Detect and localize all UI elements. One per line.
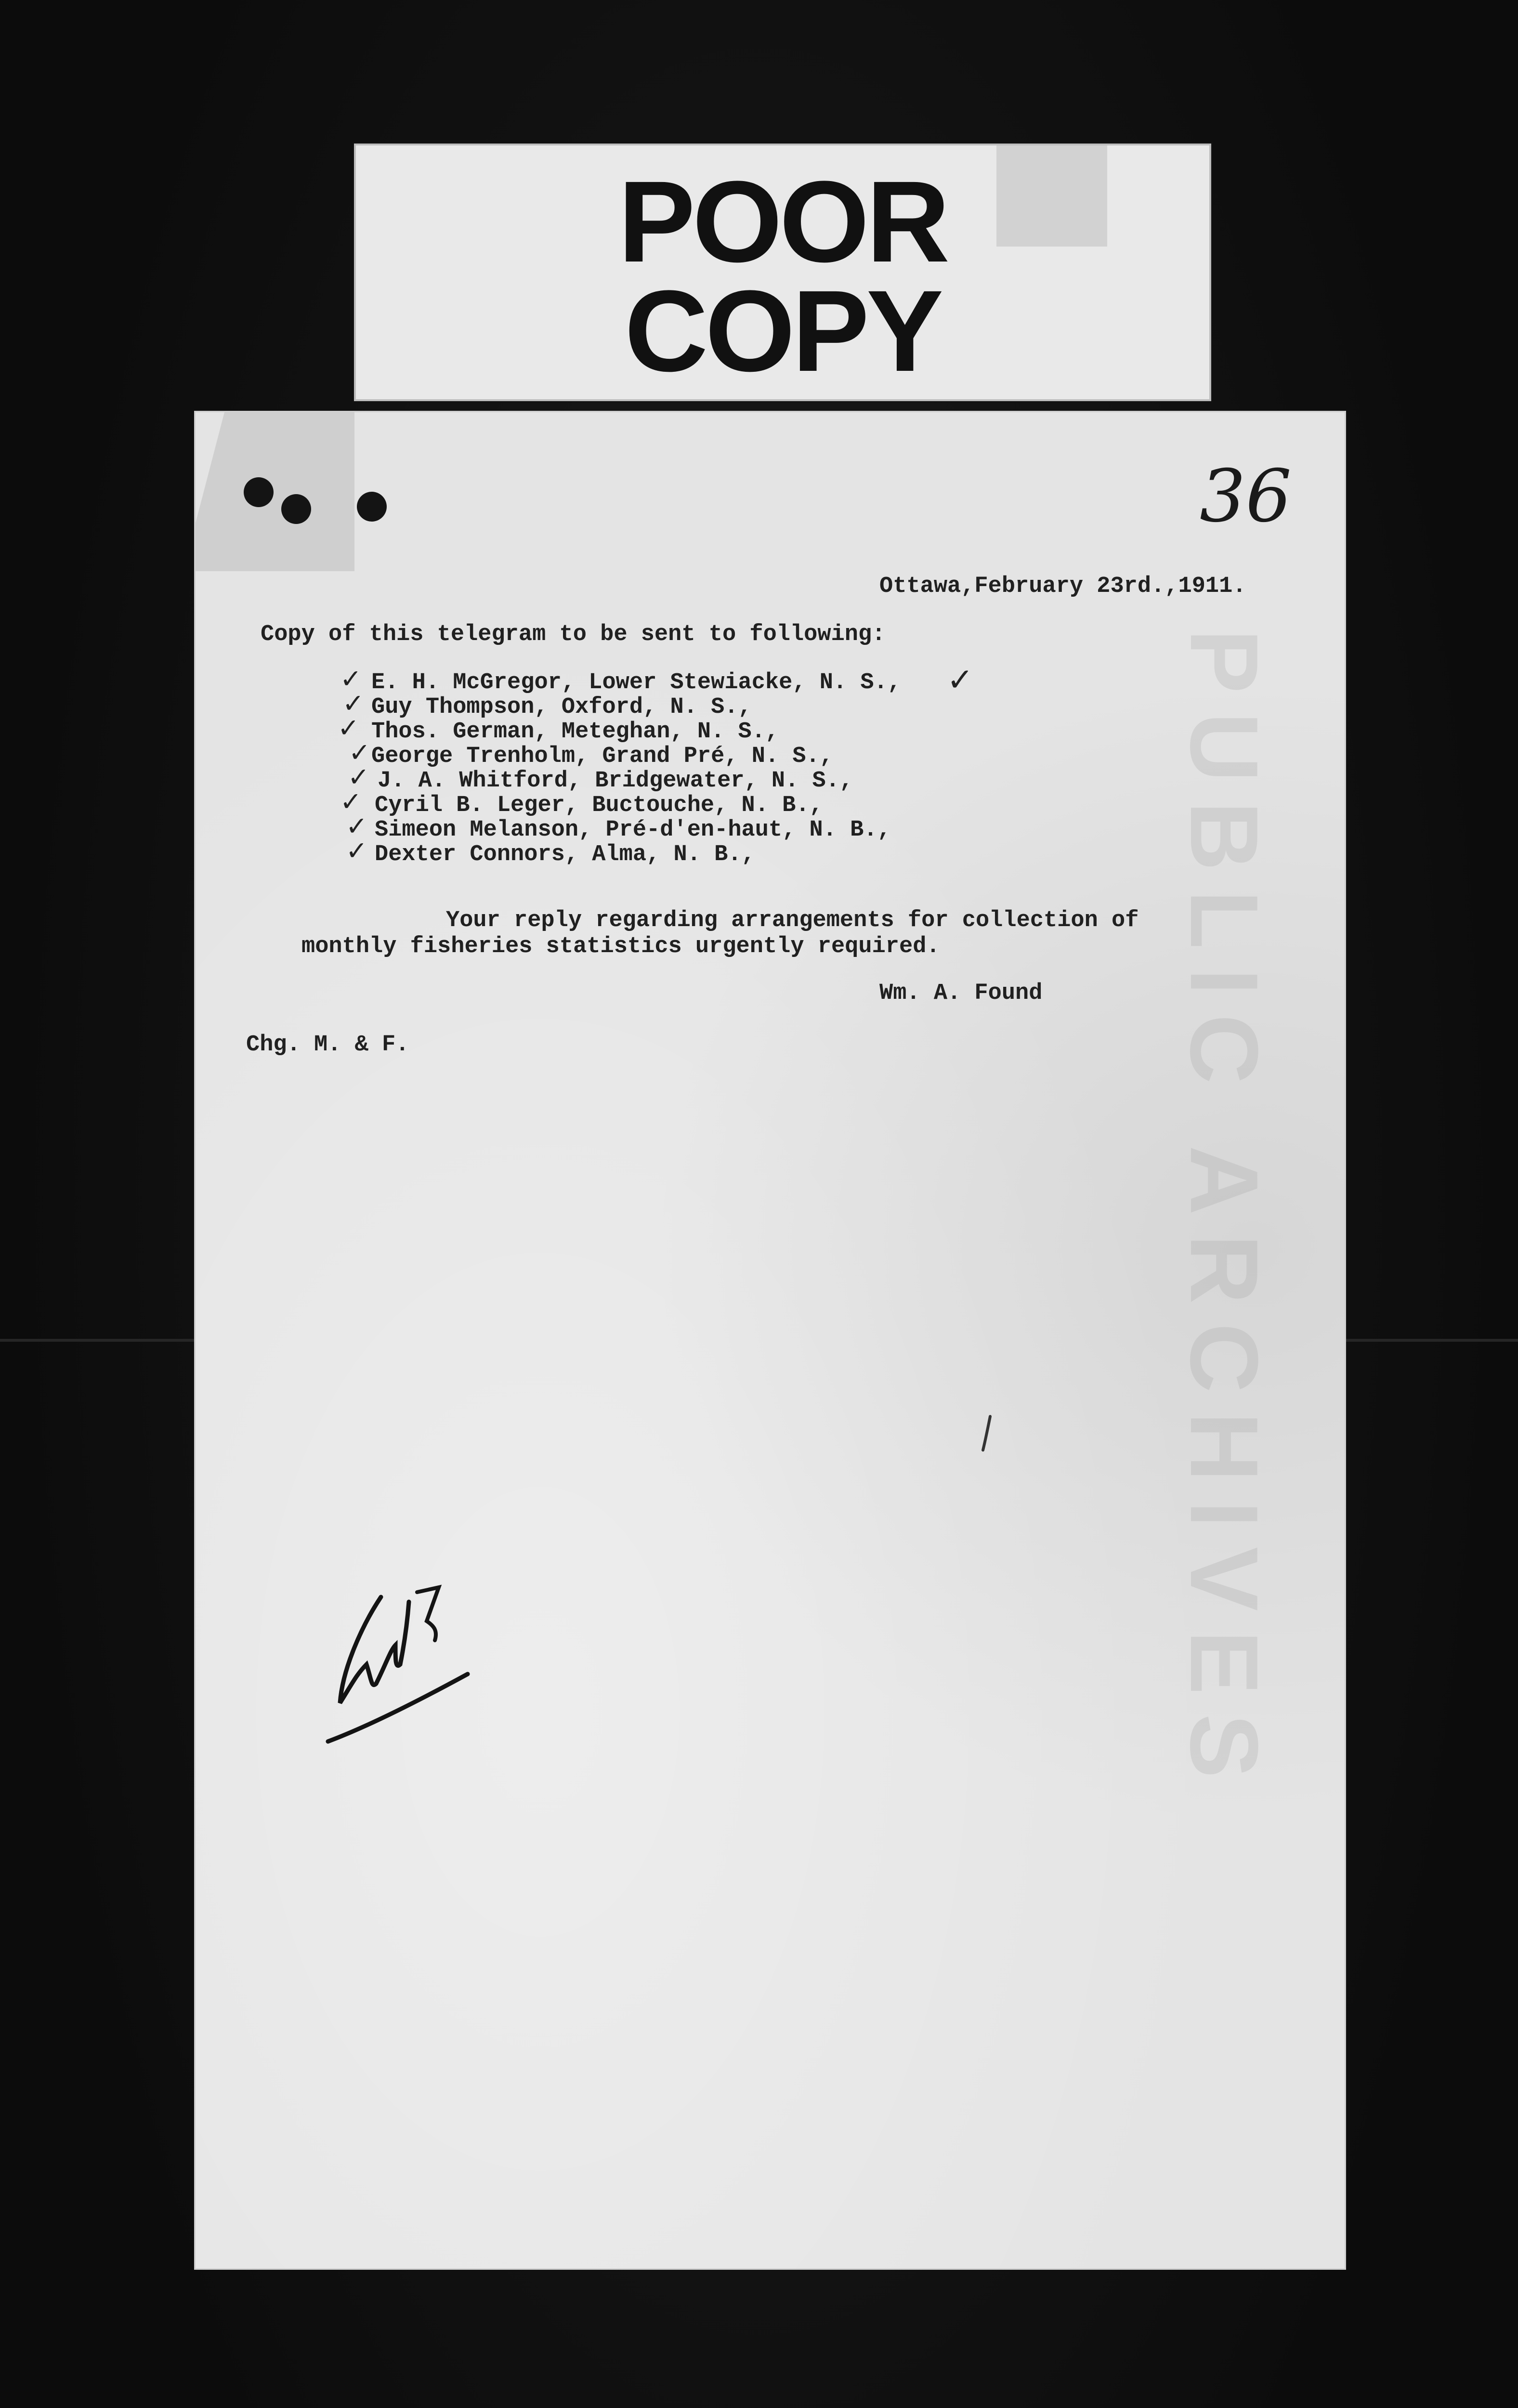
dateline: Ottawa,February 23rd.,1911. (879, 574, 1246, 599)
folio-number: 36 (1200, 455, 1292, 538)
intro-line: Copy of this telegram to be sent to following: (261, 622, 886, 647)
checkmark-icon: ✓ (338, 714, 360, 743)
checkmark-icon: ✓ (346, 837, 368, 865)
checkmark-icon: ✓ (340, 665, 362, 694)
punch-hole (281, 494, 311, 524)
message-line-1: Your reply regarding arrangements for collection of (446, 908, 1139, 933)
ink-mark (978, 1414, 997, 1453)
poor-copy-stamp (354, 144, 1211, 401)
checkmark-icon: ✓ (342, 689, 365, 718)
recipient-line: George Trenholm, Grand Pré, N. S., (371, 744, 833, 769)
checkmark-icon: ✓ (348, 763, 370, 792)
checkmark-icon: ✓ (340, 787, 362, 816)
corner-fold (196, 412, 354, 571)
recipient-line: J. A. Whitford, Bridgewater, N. S., (378, 768, 853, 794)
signature: Wm. A. Found (879, 981, 1043, 1006)
recipient-line: Cyril B. Leger, Buctouche, N. B., (375, 793, 823, 818)
handwritten-initials (323, 1568, 477, 1761)
message-line-2: monthly fisheries statistics urgently required. (301, 934, 940, 959)
faded-stamp-watermark (1077, 629, 1279, 2074)
stamp-line-2: COPY (624, 266, 941, 395)
checkmark-icon: ✓ (947, 662, 974, 697)
recipient-line: E. H. McGregor, Lower Stewiacke, N. S., (371, 670, 901, 695)
stamp-line-1: POOR (618, 157, 947, 286)
checkmark-icon: ✓ (349, 738, 371, 767)
punch-hole (244, 477, 274, 507)
telegram-page (194, 411, 1346, 2270)
watermark-text: PUBLIC ARCHIVES (1170, 629, 1278, 1798)
checkmark-icon: ✓ (346, 812, 368, 841)
recipient-line: Guy Thompson, Oxford, N. S., (371, 694, 752, 720)
recipient-line: Simeon Melanson, Pré-d'en-haut, N. B., (375, 817, 891, 843)
recipient-line: Dexter Connors, Alma, N. B., (375, 842, 755, 867)
charge-line: Chg. M. & F. (246, 1032, 409, 1058)
recipient-line: Thos. German, Meteghan, N. S., (371, 719, 779, 745)
punch-hole (357, 492, 387, 522)
